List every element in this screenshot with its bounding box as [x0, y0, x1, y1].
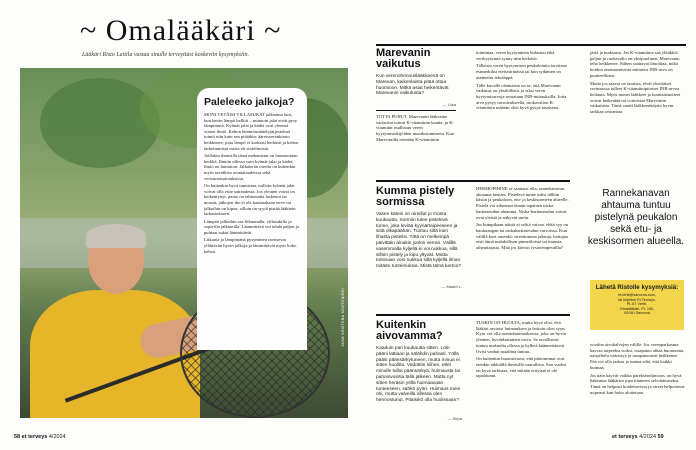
qa-paragraph: Lämpöä jalkoihin saa liikunnalla, villasukilla ja sopivilla jalkineilla. Lämmittävä voi tehdä paljon ja puhtaat sukat lämmittävät. [204, 218, 300, 235]
qa-paragraph: On kuitenkin hyvä tunnistaa, milloin kylmät jalat voivat olla viite sairaudesta. Jos yleinen vointi on heikentynyt, paino on tahtomatta laskenut tai nousut, jalkojen iho ei ole kauttaaltaan terve tai jalkoihin on kipua, silloin on syytä pistää lääkärin tarkastukseen. [204, 183, 296, 217]
aivovamma-answer-col1: TUSKIN ON HUOLTA, mutta hyvä olisi, että lääkäri arvioisi huimauksen ja hoitoin olon syyn. Kyse voi olla asentohuimauksesta, joka on hyvin yleinen, hyvänlaatuinen vaiva. Se tavallisesti tuntuu makuulta ollessa ja kylkeä käännettäessä. Ovisi vanhat maailma tuntuu. On kuitenkin huomioitava, että päävammat ovat etenkin iäkkäillä ihmisillä vaarallisia. Sen vuoksi on hyvä tarkistaa, että mitään erityistä ei ole tapahtunut. [476, 320, 567, 379]
qa-paragraph: Liikunta ja lämpimänä pysyminen ravitsevat yllättävän hyvin jalkoja ja lämmittävät myös koko kehoa. [204, 237, 297, 254]
send-email[interactable]: et-lehti@sanoma.com, [617, 293, 657, 297]
issue-right: 4/2024 [639, 434, 657, 440]
pistely-question: Vasen käteni on oireillut jo monta kuukautta. Sormiin tulee pistelevä tunne, joka leviää kyynärtaipeeseen ja siitä olkapäähän. Tuntuu siltä kuin lihasta pistelisi. Tätä on melkeinpä päivittäin ainakin jonkin verran. Välillä vasemmalla kyljellä ei voi nukkua, sillä silloin pistely ja kipu yltyvät. Mutta toisinaan voin nukkua sillä kyljellä ilman mitään tuntemuksia. Mistä tämä kertoo? [376, 212, 462, 270]
qa-paragraph: MONI VETÄISI VILLASUKAT jalkaansa heti, kun kesän lämpö hellitti – muutoin jalat eivät pysy lämpiminä. Kylmät jalat ja kädet ovat yleensä viaton ilmiö. Kehon lämmönsäätelyjärjestelmä toimii niin kuin sen pitääkin: ääreisverenkierto heikkenee, jotta lämpö ei karkaisi herkästi ja kehon tärkeimmistä osista eli sisäelimistä. [204, 112, 299, 151]
pull-quote: Rannekanavan ahtauma tuntuu pistelynä peukalon sekä etu- ja keskisormen alueella. [587, 188, 685, 247]
magazine-title-right: et terveys [612, 434, 638, 440]
page-number-right: 59 [657, 434, 664, 440]
footer-left [14, 434, 66, 440]
marevan-signature: — Liisa [442, 102, 456, 107]
aivovamma-answer-col2: voodon aivokalvojen välille. Jos verenparkasma kasvaa tarpeeksi isoksi, tasapaino alkaa huonontua, naisjeltelu vääristyy ja tasapainoaisti heikkenee. Pää voi olla raskas ja tuntua siltä, että kaikki huimaa. Jos näin käyvät vaikka pärekseinhintoon, on hyvä hakeutua lääkäriin jopa tilanteen selvittämiseksi. Tämä on helposti hoidettavissa ja oireet helpottavat nopeasti kun hoito aloitetaan. [590, 342, 685, 395]
marevan-answer-col2: toimintaa, veren hyytyminen hidastuu eikä verihyytymiä synny niin herkästi. Tällaista veren hyytymisen peukalointia tarvitaan esimerkiksi eteisvärinässä tai kun sydämen on asennettu tekoläppä. Tälle kuvalle olennaista on se, että Marevanin vaikutus on yksilöllistä, ja siksi veren hyytymisarvoja seurataan INR-mittauksilla. Jotta arvo pysyy tavoitealueella, ruokavalion K-vitamiinin määrän olisi hyvä pysyä tasaisena. [476, 50, 567, 111]
qa-heading: Paleleeko jalkoja? [204, 96, 295, 108]
marevan-heading: Marevanin vaikutus [376, 47, 431, 70]
aivovamma-heading: Kuitenkin aivovamma? [376, 319, 443, 342]
pistely-heading: Kumma pistely sormissa [376, 185, 455, 208]
send-questions-box: Lähetä Ristolle kysymyksiä: et-lehti@sanoma.com, tai kirjeitse Et Terveys, PL 67 Vertti, Omalääkäri, PL 100, 00040 Sanoma [590, 280, 684, 330]
photo-credit: KUVA KRISTIINA KONTONIEMI [341, 288, 345, 347]
aivovamma-question: Kaaduin pari kuukautta sitten. Löin pääni lattiaan ja sälähdin pahasti. Yöllä pääsi päänsärkytuneen, mutta minua ei sitten huolittu. Vedottiin siihen, ettei minulle tullut päänsärkyä, huimausta tai pahoinvointia tällä jälkeen. Mutta nyt sitten heräsin yöllä huimaavaan tunteeseen, sähkö pyöri. Huimaus meni ohi, mutta valveilla ollessa olen hermostunut. Pitäisikö olla huolissaan? [376, 346, 461, 404]
section-intro: Lääkäri Risto Laitila vastaa sinulle terveyttäsi koskeviin kysymyksiin. [82, 52, 249, 58]
pistely-signature: — Maarit L. [441, 284, 462, 289]
qa-paragraph: Joillakin ihmisillä tämä mekanismi on luonnostaan herkkä. Ilmiön ollessa vain kylmät jalat ja kädet, ilmiö on harmiton. Jalkaterän oireilu on kuitenkin myös tavallista reumataudeissa sekä verisuonisairauksissa. [204, 153, 298, 181]
footer-right [612, 434, 664, 440]
marevan-question: Kun verenohennuslääkkeenä on Marevan, kaikenlaista pitää ottaa huomioon. Mitkä asiat heikentävät Marevanin vaikutusta? [376, 74, 449, 97]
magazine-title-left: et terveys [21, 434, 48, 440]
send-heading: Lähetä Ristolle kysymyksiä: [595, 284, 679, 291]
section-title: ~ Omalääkäri ~ [80, 14, 282, 47]
marevan-answer-col3: jäsiä ja maksasta. Jos K-vitamiinia saa yhtäkkiä paljon ja ruokavalio on yksipuolinen, Marevanin teho heikkenee. Siihen saattavat ilmoittaa, mikä hoidon onnistumisesta mittaava INR-arvo on puutteellinen. Muita jos saavat on tasaista, eivät yksittäiset ravinnossa tulleet K-vitamiinipitoiset INR-arvoa heilauta. Myös monet lääkkeet ja luontaistuotteet voivat heikentää tai voimistaa Marevanin vaikutusta. Tämä vaatii lääkkeenkäyttö hyvin tarkkaa seurantaa. [590, 50, 681, 115]
marevan-answer-col1: TOTTA PUHUT. Marevanin lääkeaine varfariini toimii K-vitamiinin kautta, ja K-vitamiini osallistuu veren hyytymistekijöiden muodostumiseen. Kun Marevanilla estetään K-vitamiinin [376, 114, 455, 142]
qa-article-cold-feet [197, 88, 307, 350]
pistely-answer: HERMOPIHINE se saattaisi olla, rannekanavan ahtauma kenties. Pistelevä tunne tulisi tällöin käsiin ja peukaloon, etu- ja keskisormeen alueelle. Pistelä voi aiheuttaa tämän tapainen niska-hartiaseudun ahtauma. Niska-hartiaseudun vaivat ovat yleisiä ja näkyvät usein. Jos kumpikaan näistä ei selitä vaivaa, ehkä syy on kaularangan tai niskahartiaseudun vaivoissa. Kun välillä koet omenkö oireettomina jaksoja, hoitajaa etsii tämä mahdollisen pinnetiloista tai muusta aiheuttajasta. Mitä jos kävisit fysioterapeutilla? [476, 186, 569, 251]
page-number-left: 58 [14, 434, 21, 440]
issue-left: 4/2024 [48, 434, 66, 440]
aivovamma-signature: — Sirpa [447, 416, 462, 421]
